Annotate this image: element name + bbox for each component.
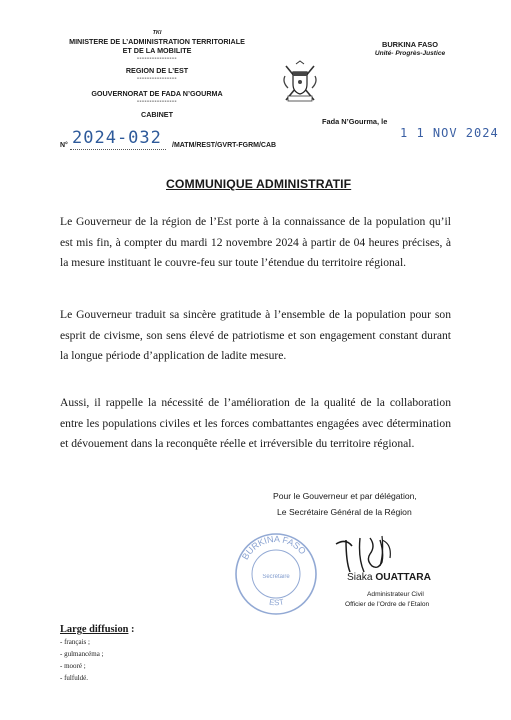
list-item: - français ; <box>60 638 90 646</box>
place-label: Fada N’Gourma, le <box>322 117 388 126</box>
paragraph-2: Le Gouverneur traduit sa sincère gratitude à l’ensemble de la population pour son esprit de civisme, son sens élevé de patriotisme et son engagement constant durant la longue période d’application de ladite mesure. <box>60 308 451 362</box>
ministry-line-1: MINISTERE DE L’ADMINISTRATION TERRITORIALE <box>69 37 245 46</box>
document-title: COMMUNIQUE ADMINISTRATIF <box>166 177 352 191</box>
date-stamp: 1 1 NOV 2024 <box>400 126 499 140</box>
reference-number <box>60 128 360 154</box>
signatory-name <box>347 572 431 583</box>
signatory-title-1: Administrateur Civil <box>367 591 424 598</box>
signature-delegation: Pour le Gouverneur et par délégation, <box>273 491 417 501</box>
official-stamp <box>226 524 326 624</box>
signature-role: Le Secrétaire Général de la Région <box>277 507 412 517</box>
tk-code: TKI <box>152 30 162 36</box>
signatory-first-name: Siaka <box>347 572 376 583</box>
signatory-title-2: Officier de l’Ordre de l’Etalon <box>345 601 430 608</box>
list-item: - fulfuldé. <box>60 674 88 682</box>
number-suffix: /MATM/REST/GVRT-FGRM/CAB <box>172 142 277 149</box>
cabinet-name: CABINET <box>141 110 173 119</box>
paragraph-3: Aussi, il rappelle la nécessité de l’amélioration de la qualité de la collaboration entre les populations civiles et les forces combattantes engagées avec détermination et dévouement dans la reconquête réelle et irréversible du territoire régional. <box>60 396 451 450</box>
separator-2: ---------------- <box>137 76 177 82</box>
distribution-heading <box>60 624 134 635</box>
paragraph-1: Le Gouverneur de la région de l’Est porte à la connaissance de la population qu’il est mis fin, à compter du mardi 12 novembre 2024 à partir de 04 heures précises, à la mesure instituant le couvre-feu sur toute l’étendue du territoire régional. <box>60 215 451 269</box>
separator-1: ---------------- <box>137 56 177 62</box>
list-item: - gulmancéma ; <box>60 650 104 658</box>
number-prefix: N° <box>60 142 68 149</box>
handwritten-number: 2024-032 <box>72 128 162 148</box>
governorate-name: GOUVERNORAT DE FADA N’GOURMA <box>91 89 223 98</box>
region-name: REGION DE L’EST <box>125 66 189 75</box>
country-name: BURKINA FASO <box>382 40 438 49</box>
distribution-heading-colon: : <box>128 624 135 635</box>
svg-text:Secrétaire: Secrétaire <box>262 574 290 580</box>
distribution-heading-text: Large diffusion <box>60 624 129 635</box>
ministry-line-2: ET DE LA MOBILITE <box>122 46 192 55</box>
svg-text:EST: EST <box>268 597 285 608</box>
svg-text:BURKINA FASO: BURKINA FASO <box>240 533 308 562</box>
separator-3: ---------------- <box>137 99 177 105</box>
distribution-list <box>60 636 104 684</box>
header-right <box>350 40 470 57</box>
handwritten-signature <box>330 530 410 578</box>
list-item: - mooré ; <box>60 662 86 670</box>
coat-of-arms-emblem <box>280 60 320 106</box>
header-left <box>52 30 262 119</box>
signatory-last-name: OUATTARA <box>375 572 431 583</box>
national-motto: Unité- Progrès-Justice <box>374 50 446 57</box>
reference-underline <box>70 149 166 150</box>
